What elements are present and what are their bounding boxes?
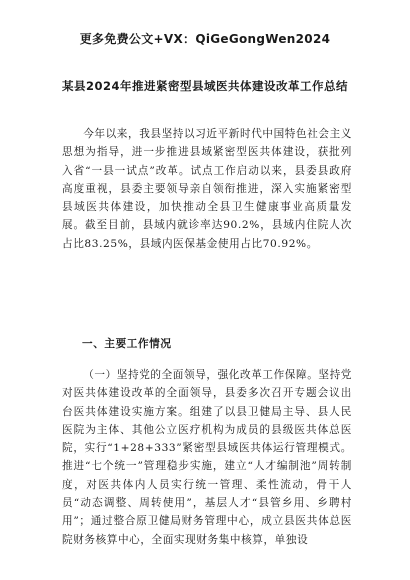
document-title: 某县2024年推进紧密型县域医共体建设改革工作总结 <box>61 79 348 93</box>
section-heading: 一、主要工作情况 <box>82 338 172 350</box>
watermark-header: 更多免费公文+VX：QiGeGongWen2024 <box>79 32 331 46</box>
body-paragraph: （一）坚持党的全面领导，强化改革工作保障。坚持党对医共体建设改革的全面领导，县委多次召开专题会议出台医共体建设实施方案。组建了以县卫健局主导、县人民医院为主体、其他公立医疗机构为成员的县级医共体总医院，实行“1+28+333”紧密型县域医共体运行管理模式。推进“七个统一”管理稳步实施，建立“人才编制池”周转制度，对医共体内人员实行统一管理、柔性流动，骨干人员“动态调整、周转使用”，基层人才“县管乡用、乡聘村用”；通过整合原卫健局财务管理中心，成立县医共体总医院财务核算中心，全面实现财务集中核算，单独设 <box>62 369 352 546</box>
intro-paragraph: 今年以来，我县坚持以习近平新时代中国特色社会主义思想为指导，进一步推进县域紧密型医共体建设，获批列入省“一县一试点”改革。试点工作启动以来，县委县政府高度重视，县委主要领导亲自领衔推进，深入实施紧密型县域医共体建设，加快推动全县卫生健康事业高质量发展。截至目前，县域内就诊率达90.2%，县域内住院人次占比83.25%，县域内医保基金使用占比70.92%。 <box>62 128 352 250</box>
